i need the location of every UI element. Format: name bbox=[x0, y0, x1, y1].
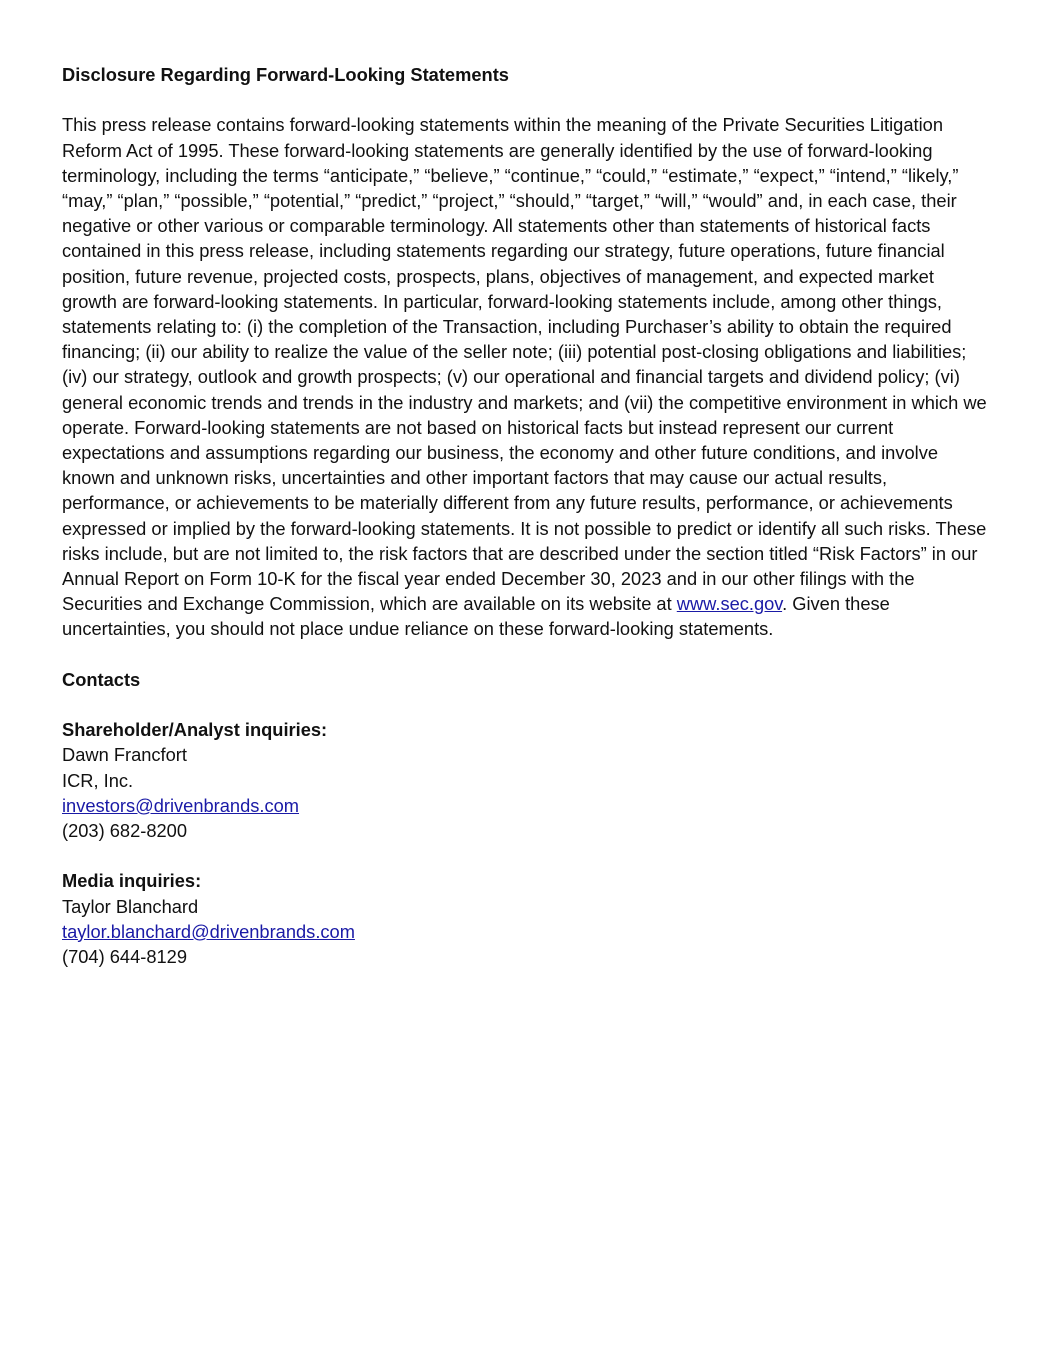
media-contact-block bbox=[62, 868, 990, 969]
sec-website-link[interactable]: www.sec.gov bbox=[676, 593, 783, 615]
media-heading: Media inquiries: bbox=[62, 870, 202, 892]
disclosure-body-part2: . Given these uncertainties, you should not place undue reliance on these forward-looking statements. bbox=[62, 593, 890, 640]
spacer bbox=[62, 87, 990, 112]
media-email-link[interactable]: taylor.blanchard@drivenbrands.com bbox=[62, 920, 355, 942]
contacts-heading: Contacts bbox=[62, 668, 141, 690]
disclosure-body-part1: This press release contains forward-looking statements within the meaning of the Private Securities Litigation Reform Act of 1995. These forward-looking statements are generally identified by the use of forward-looking terminology, including the terms “anticipate,” “believe,” “continue,” “could,” “estimate,” “expect,” “intend,” “likely,” “may,” “plan,” “possible,” “potential,” “predict,” “project,” “should,” “target,” “will,” “would” and, in each case, their negative or other various or comparable terminology. All statements other than statements of historical facts contained in this press release, including statements regarding our strategy, future operations, future financial position, future revenue, projected costs, prospects, plans, objectives of management, and expected market growth are forward-looking statements. In particular, forward-looking statements include, among other things, statements relating to: (i) the completion of the Transaction, including Purchaser’s ability to obtain the required financing; (ii) our ability to realize the value of the seller note; (iii) potential post-closing obligations and liabilities; (iv) our strategy, outlook and growth prospects; (v) our operational and financial targets and dividend policy; (vi) general economic trends and trends in the industry and markets; and (vii) the competitive environment in which we operate. Forward-looking statements are not based on historical facts but instead represent our current expectations and assumptions regarding our business, the economy and other future conditions, and involve known and unknown risks, uncertainties and other important factors that may cause our actual results, performance, or achievements to be materially different from any future results, performance, or achievements expressed or implied by the forward-looking statements. It is not possible to predict or identify all such risks. These risks include, but are not limited to, the risk factors that are described under the section titled “Risk Factors” in our Annual Report on Form 10-K for the fiscal year ended December 30, 2023 and in our other filings with the Securities and Exchange Commission, which are available on its website at bbox=[62, 114, 987, 615]
spacer bbox=[62, 843, 990, 868]
shareholder-email-link[interactable]: investors@drivenbrands.com bbox=[62, 794, 300, 816]
shareholder-contact-company: ICR, Inc. bbox=[62, 769, 134, 791]
disclosure-heading: Disclosure Regarding Forward-Looking Statements bbox=[62, 64, 509, 85]
shareholder-contact-phone: (203) 682-8200 bbox=[62, 820, 188, 842]
shareholder-contact-name: Dawn Francfort bbox=[62, 744, 187, 766]
shareholder-heading: Shareholder/Analyst inquiries: bbox=[62, 719, 328, 741]
media-contact-phone: (704) 644-8129 bbox=[62, 946, 188, 968]
media-contact-name: Taylor Blanchard bbox=[62, 895, 199, 917]
shareholder-contact-block bbox=[62, 717, 990, 843]
spacer bbox=[62, 692, 990, 717]
disclosure-paragraph bbox=[62, 112, 990, 641]
spacer bbox=[62, 642, 990, 667]
document-page bbox=[62, 62, 990, 969]
